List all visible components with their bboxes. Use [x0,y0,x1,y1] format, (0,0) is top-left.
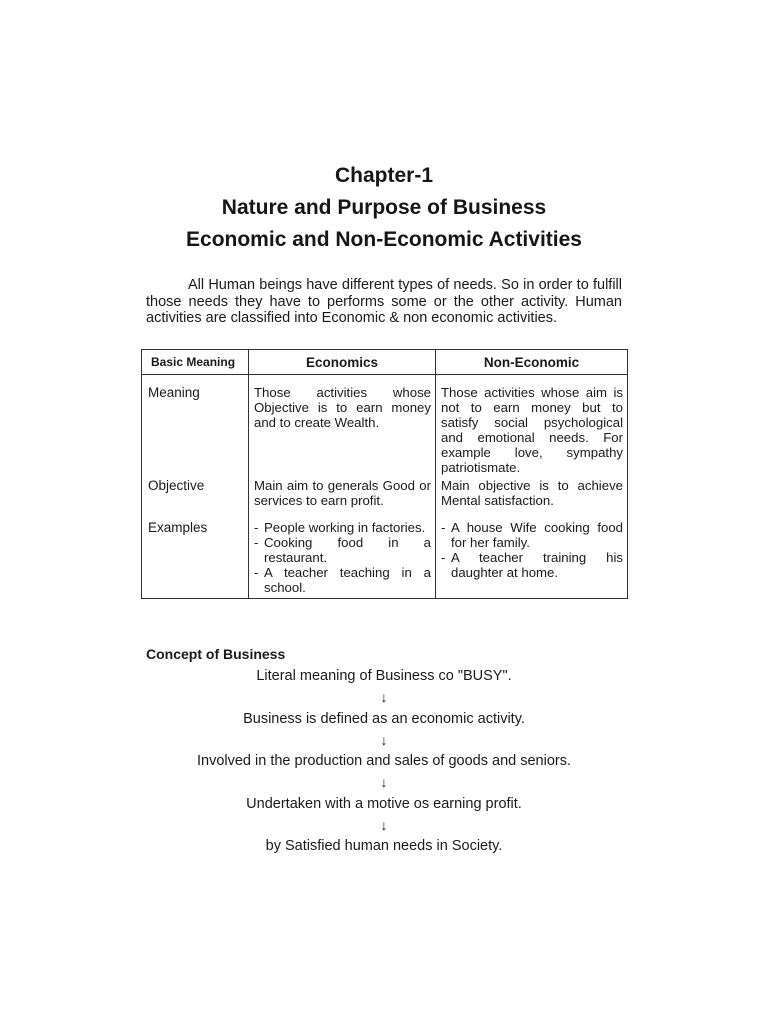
header-non-economic: Non-Economic [436,350,628,375]
section-title: Economic and Non-Economic Activities [186,228,582,251]
table-row [142,520,628,599]
comparison-table [141,349,628,599]
flow-step: Involved in the production and sales of goods and seniors. [196,753,572,770]
header-economics: Economics [249,350,436,375]
chapter-title: Chapter-1 [334,164,434,187]
title-block [0,160,768,256]
table-row [142,375,628,479]
chapter-subtitle: Nature and Purpose of Business [221,196,547,219]
row-label-objective: Objective [142,478,249,520]
list-item: - A house Wife cooking food for her family. [441,520,623,550]
cell-examples-economic [249,520,436,599]
down-arrow-icon: ↓ [380,731,388,748]
cell-meaning-economic: Those activities whose Objective is to earn money and to create Wealth. [249,375,436,479]
cell-meaning-non-economic: Those activities whose aim is not to earn money but to satisfy social psychological and emotional needs. For example love, sympathy patriotismate. [436,375,628,479]
flow-step: by Satisfied human needs in Society. [265,838,503,855]
cell-examples-non-economic [436,520,628,599]
flow-step: Literal meaning of Business co "BUSY". [256,668,512,684]
concept-heading: Concept of Business [146,646,286,662]
header-basic-meaning: Basic Meaning [142,350,249,375]
flow-step: Undertaken with a motive os earning profit. [246,795,522,812]
table-header-row [142,350,628,375]
table-row [142,478,628,520]
list-item: - A teacher teaching in a school. [254,565,431,595]
cell-objective-non-economic: Main objective is to achieve Mental satisfaction. [436,478,628,520]
down-arrow-icon: ↓ [380,817,388,834]
flow-step: Business is defined as an economic activity. [243,710,525,727]
row-label-examples: Examples [142,520,249,599]
non-economic-examples-list [441,520,623,580]
cell-objective-economic: Main aim to generals Good or services to earn profit. [249,478,436,520]
row-label-meaning: Meaning [142,375,249,479]
economic-examples-list [254,520,431,595]
list-item: - Cooking food in a restaurant. [254,535,431,565]
down-arrow-icon: ↓ [380,774,388,791]
intro-paragraph: All Human beings have different types of needs. So in order to fulfill those needs they have to performs some or the other activity. Human activities are classified into Economic & non economic activities. [146,277,622,326]
business-concept-flow [0,666,768,858]
list-item: - People working in factories. [254,520,426,535]
down-arrow-icon: ↓ [380,689,388,706]
list-item: - A teacher training his daughter at home. [441,550,623,580]
